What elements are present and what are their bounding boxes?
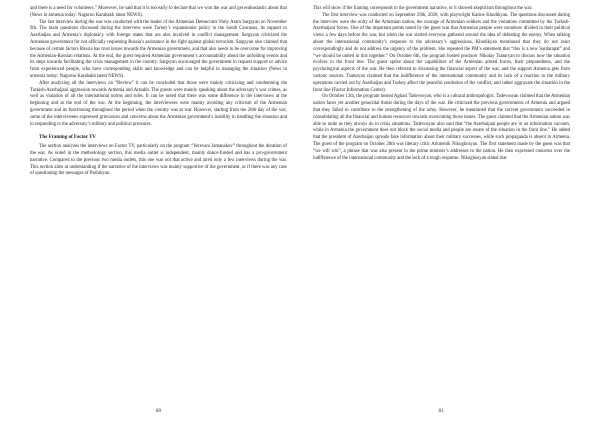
page-number-right: 81 — [438, 409, 444, 414]
left-text-column — [30, 6, 287, 178]
paragraph: On October 13th, the program hosted Aghasi Tadevosyan, who is a cultural anthropologist. Tadevosyan claimed that the Armenian nation faces yet another genocidal threat during the days of the war. He criticized the previous governments of Armenia and argued that they failed to contribute to the strengthening of the army. However, he mentioned that the current government succeeded in consolidating all the financial and human resources towards overcoming those issues. The guest claimed that the Armenian nation was able to unite as they always do in crisis situations. Tadevosyan also said that “the Azerbaijani people are in an information vacuum, while in Armenia the government does not block the social media and people are aware of the situation in the front line.” He added that the president of Azerbaijan spreads fake information about their military successes, while such propaganda is absent in Armenia. The guest of the program on October 20th was literary critic Arkmenik Nikoghosyan. The first statement made by the guest was that “we will win”, a phrase that was also present in the prime minister’s addresses to the nation. He then expressed concerns over the indifference of the international community and the lack of a tough response. Nikoghosyan stated that — [313, 94, 570, 161]
paragraph: This will show if the framing corresponds to the government narrative, or it showed skepticism throughout the war. — [313, 6, 533, 11]
paragraph: The first interview was conducted on September 29th, 2020, with playwright Karine Khodikyan. The questions discussed during the interview were the unity of the Armenian nation, the courage of Armenian soldiers and the violations committed by the Turkish-Azerbaijani forces. One of the important points noted by the guest was that Armenian people were somehow divided in their political views a few days before the war, but when the war started everyone gathered around the idea of defeating the enemy. When talking about the international community’s response to the adversary’s aggressions, Khodikyan mentioned that they do not react correspondingly and do not address the urgency of the problem. She repeated the PM’s statement that “this is a new Sardarapat” and “we should be united in this together.” On October 6th, the program hosted producer Nikolay Tsaturyan to discuss how the situation evolves in the front line. The guest spoke about the capabilities of the Armenian armed forces, their preparedness, and the psychological aspects of the war. He then referred to discussing the financial aspect of the war, and the support Armenia gets from various sources. Tsaturyan claimed that the indifference of the international community and its lack of a reaction to the military operations carried out by Azerbaijan and Turkey affect the peaceful resolution of the conflict, and rather aggravate the situation in the front line (Factor Information Center). — [313, 12, 570, 93]
right-text-column — [313, 6, 570, 162]
paragraph: The last interview during the war was conducted with the leader of the Armenian Democratic Party Aram Sargsyan on November 9th. The main questions discussed during the interview were Turkey’s expansionist policy in the South Caucasus, its support to Azerbaijan and Armenia’s diplomacy with foreign states that are also involved in conflict management. Sargsyan criticized the Armenian government for not officially requesting Russia’s assistance in the fight against global terrorism. Sargsyan also claimed that because of certain factors Russia has trust issues towards the Armenian government, and that also needs to be overcome for improving the Armenian-Russian relations. At the end, the guest required Armenian government’s accountability about the unfolding events and its steps towards facilitating the crisis management in the country. Sargsyan encouraged the government to request support or advice from experienced people, who have corresponding skills and knowledge and can be helpful in managing the situation (News in armenia today: Nagorno Karabakh latest NEWS). — [30, 19, 287, 79]
paragraph: and there is a need for volunteers.” Moreover, he said that it is too early to declare that we won the war and get enthusiastic about that (News in armenia today: Nagorno Karabakh latest NEWS). — [30, 6, 287, 18]
paragraph: After analyzing all the interviews on “Review” it can be concluded that those were mainly criticizing and condemning the Turkish-Azerbaijani aggression towards Armenia and Artsakh. The guests were mainly speaking about the adversary’s war crimes, as well as violation of all the international norms and rules. It can be noted that there was some difference in the interviews at the beginning and at the end of the war. At the beginning, the interviewees were mainly avoiding any criticism of the Armenian government and its functioning throughout the period when the country was at war. However, starting from the 26th day of the war, some of the interviewees expressed grievances and concerns about the Armenian government’s inability in handling the situation and in responding to the adversary’s military and political pressures. — [30, 80, 287, 127]
paragraph: The section analyzes the interviews on Factor TV, particularly on the program “Yerevani Jamanakov” throughout the duration of the war. As noted in the methodology section, this media outlet is independent, mainly donor-funded and has a pro-government narrative. Compared to the previous two media outlets, this one was not that active and aired only a few interviews during the war. This section aims at understanding if the narrative of the interviews was mainly supportive of the government, or if there was any case of questioning the messages of Pashinyan. — [30, 144, 287, 177]
page-number-left: 80 — [156, 409, 161, 414]
right-page — [300, 0, 600, 423]
section-heading: The Framing of Factor TV — [39, 135, 97, 141]
